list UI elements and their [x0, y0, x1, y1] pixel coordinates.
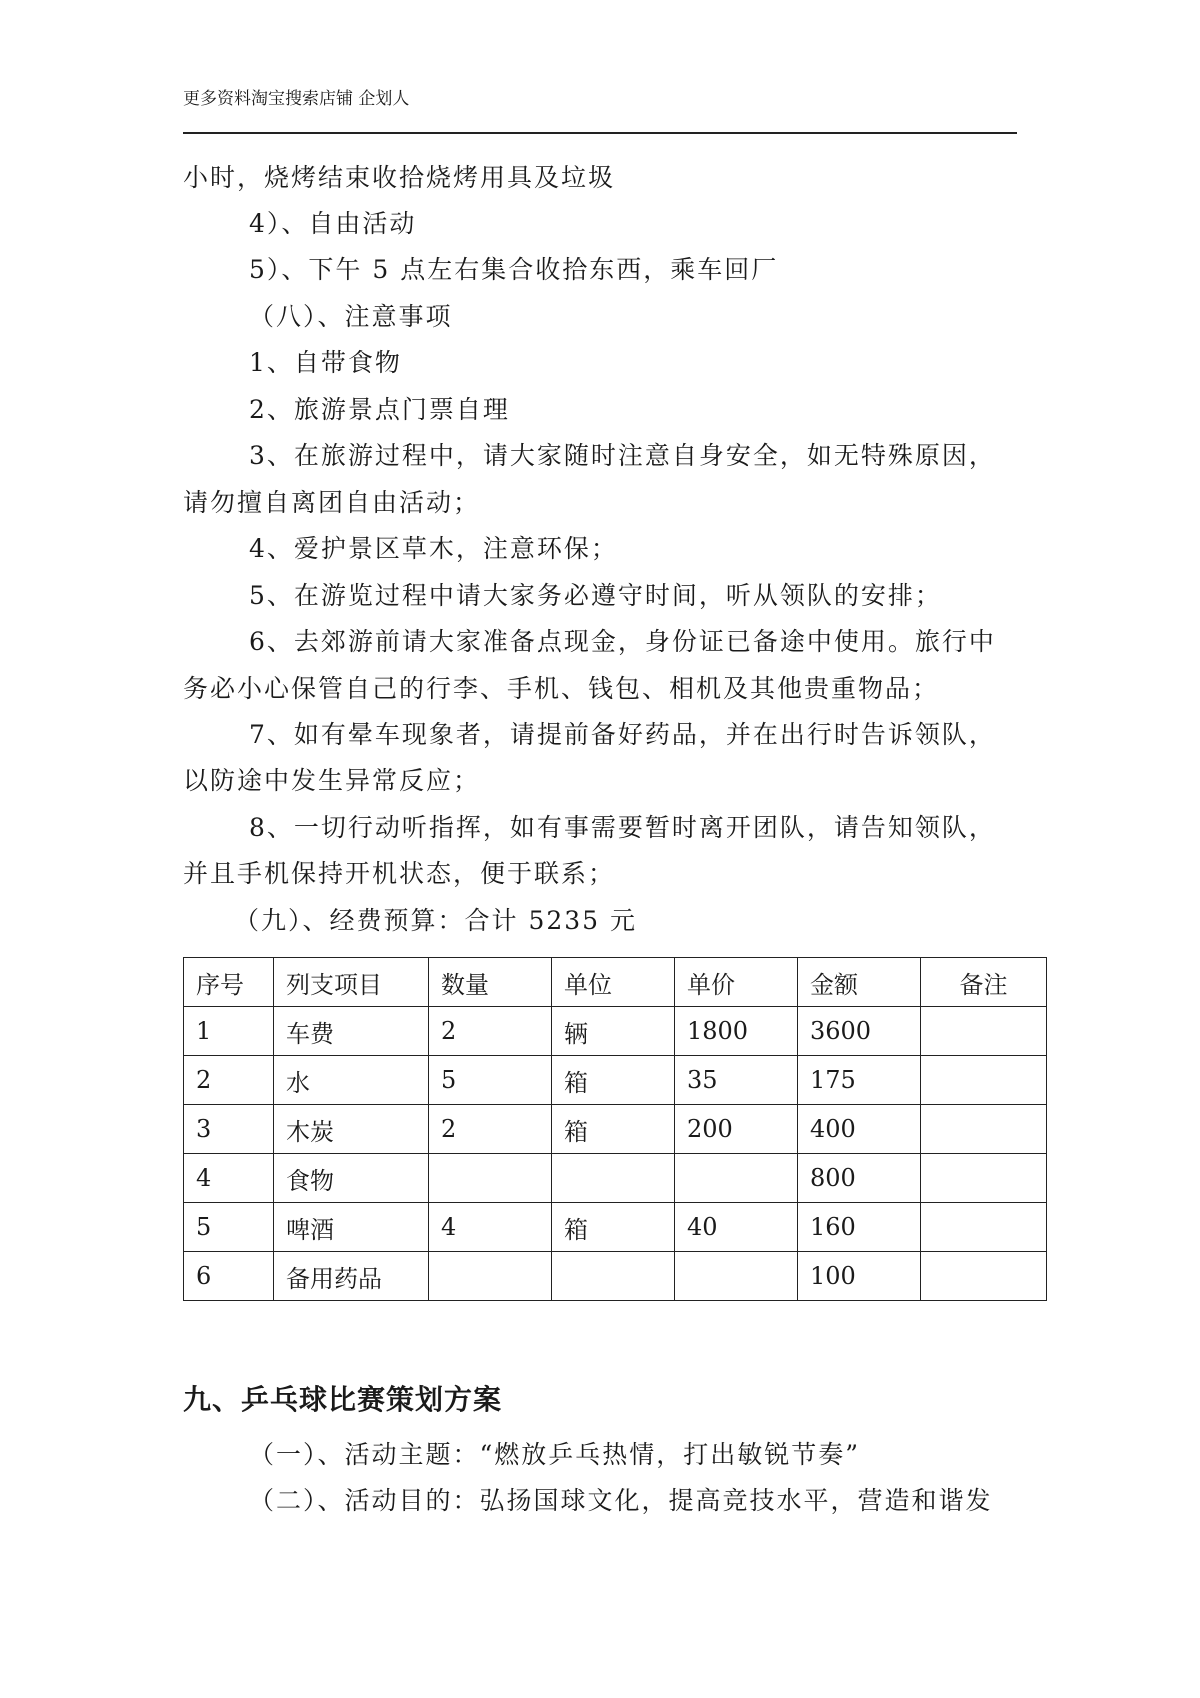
table-cell: 800 — [798, 1154, 921, 1203]
table-cell: 400 — [798, 1105, 921, 1154]
table-cell: 水 — [274, 1056, 429, 1105]
header-cell: 数量 — [429, 958, 552, 1007]
section-heading: 九、乒乓球比赛策划方案 — [183, 1383, 503, 1416]
table-header-row — [184, 958, 1047, 1007]
page-header: 更多资料淘宝搜索店铺 企划人 — [183, 89, 410, 109]
text-line: 请勿擅自离团自由活动； — [183, 488, 481, 517]
header-cell: 序号 — [184, 958, 274, 1007]
table-cell — [429, 1252, 552, 1301]
table-cell: 啤酒 — [274, 1203, 429, 1252]
table-cell: 6 — [184, 1252, 274, 1301]
text-line: 并且手机保持开机状态，便于联系； — [183, 859, 616, 888]
table-cell — [552, 1154, 675, 1203]
table-cell: 5 — [429, 1056, 552, 1105]
table-cell: 箱 — [552, 1203, 675, 1252]
table-cell: 2 — [429, 1007, 552, 1056]
header-cell: 单价 — [675, 958, 798, 1007]
budget-total-line: （九）、经费预算：合计 5235 元 — [234, 906, 638, 935]
text-line: 5）、下午 5 点左右集合收拾东西，乘车回厂 — [249, 255, 779, 284]
table-cell: 200 — [675, 1105, 798, 1154]
text-line: 6、去郊游前请大家准备点现金，身份证已备途中使用。旅行中 — [249, 627, 996, 656]
header-cell: 金额 — [798, 958, 921, 1007]
table-cell: 箱 — [552, 1105, 675, 1154]
table-row — [184, 1154, 1047, 1203]
table-cell: 3 — [184, 1105, 274, 1154]
table-cell — [921, 1154, 1047, 1203]
text-line: 3、在旅游过程中，请大家随时注意自身安全，如无特殊原因， — [249, 441, 996, 470]
text-line: 5、在游览过程中请大家务必遵守时间，听从领队的安排； — [249, 581, 942, 610]
table-cell: 辆 — [552, 1007, 675, 1056]
text-line: 小时，烧烤结束收拾烧烤用具及垃圾 — [183, 163, 616, 192]
text-line: 4、爱护景区草木，注意环保； — [249, 534, 618, 563]
table-row — [184, 1007, 1047, 1056]
table-cell: 1 — [184, 1007, 274, 1056]
table-cell: 备用药品 — [274, 1252, 429, 1301]
table-cell — [429, 1154, 552, 1203]
table-cell: 2 — [184, 1056, 274, 1105]
table-cell — [921, 1203, 1047, 1252]
table-row — [184, 1056, 1047, 1105]
table-cell — [921, 1056, 1047, 1105]
table-cell: 5 — [184, 1203, 274, 1252]
table-cell — [675, 1154, 798, 1203]
text-line: 8、一切行动听指挥，如有事需要暂时离开团队，请告知领队， — [249, 813, 996, 842]
table-cell — [552, 1252, 675, 1301]
text-line: 以防途中发生异常反应； — [183, 766, 481, 795]
text-line: （八）、注意事项 — [249, 302, 453, 331]
table-cell: 2 — [429, 1105, 552, 1154]
table-cell: 4 — [429, 1203, 552, 1252]
text-line: （二）、活动目的：弘扬国球文化，提高竞技水平，营造和谐发 — [249, 1486, 993, 1515]
header-cell: 列支项目 — [274, 958, 429, 1007]
table-cell: 1800 — [675, 1007, 798, 1056]
table-cell — [921, 1105, 1047, 1154]
table-cell: 箱 — [552, 1056, 675, 1105]
table-row — [184, 1105, 1047, 1154]
header-cell: 单位 — [552, 958, 675, 1007]
table-cell: 3600 — [798, 1007, 921, 1056]
table-cell — [921, 1007, 1047, 1056]
budget-table — [183, 957, 1047, 1301]
header-rule — [183, 132, 1017, 134]
table-cell: 车费 — [274, 1007, 429, 1056]
table-cell — [675, 1252, 798, 1301]
table-cell: 4 — [184, 1154, 274, 1203]
table-cell: 35 — [675, 1056, 798, 1105]
text-line: 7、如有晕车现象者，请提前备好药品，并在出行时告诉领队， — [249, 720, 996, 749]
table-cell: 160 — [798, 1203, 921, 1252]
table-cell: 100 — [798, 1252, 921, 1301]
header-cell: 备注 — [921, 958, 1047, 1007]
table-cell: 木炭 — [274, 1105, 429, 1154]
table-row — [184, 1203, 1047, 1252]
text-line: 2、旅游景点门票自理 — [249, 395, 510, 424]
table-cell — [921, 1252, 1047, 1301]
text-line: 1、自带食物 — [249, 348, 402, 377]
table-cell: 食物 — [274, 1154, 429, 1203]
table-cell: 40 — [675, 1203, 798, 1252]
table-cell: 175 — [798, 1056, 921, 1105]
table-row — [184, 1252, 1047, 1301]
text-line: （一）、活动主题：“燃放乒乓热情，打出敏锐节奏” — [249, 1440, 861, 1469]
text-line: 务必小心保管自己的行李、手机、钱包、相机及其他贵重物品； — [183, 674, 940, 703]
text-line: 4）、自由活动 — [249, 209, 417, 238]
